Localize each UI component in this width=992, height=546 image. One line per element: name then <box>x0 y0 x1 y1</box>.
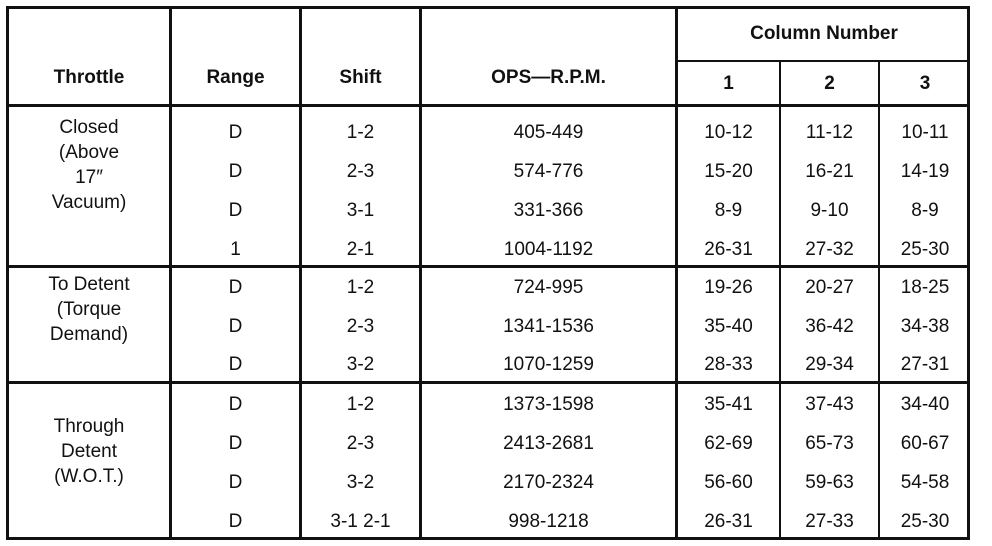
header-column-number: Column Number <box>750 23 898 44</box>
cell-shift: 3-2 <box>346 472 375 493</box>
cell-shift: 1-2 <box>346 122 375 143</box>
throttle-label-closed <box>9 115 169 215</box>
cell-col-1: 15-20 <box>704 161 753 182</box>
cell-col-2: 20-27 <box>805 277 854 298</box>
divider <box>9 104 967 107</box>
cell-range: D <box>228 161 243 182</box>
header-shift: Shift <box>339 67 382 88</box>
cell-ops-rpm: 2170-2324 <box>503 472 594 493</box>
header-ops-rpm: OPS—R.P.M. <box>491 67 606 88</box>
throttle-line: (Above <box>58 142 120 163</box>
cell-col-3: 54-58 <box>900 472 950 493</box>
cell-shift: 1-2 <box>346 277 375 298</box>
cell-col-2: 11-12 <box>805 122 854 143</box>
cell-col-2: 27-32 <box>805 239 854 260</box>
divider <box>9 265 967 268</box>
cell-range: D <box>228 122 243 143</box>
cell-col-3: 60-67 <box>900 433 950 454</box>
cell-range: D <box>228 472 243 493</box>
cell-col-1: 10-12 <box>704 122 753 143</box>
cell-col-2: 27-33 <box>805 511 854 532</box>
throttle-line: Closed <box>59 117 119 138</box>
throttle-line: Through <box>53 416 125 437</box>
cell-range: D <box>228 277 243 298</box>
throttle-line: Vacuum) <box>51 192 127 213</box>
cell-ops-rpm: 405-449 <box>513 122 584 143</box>
cell-shift: 2-3 <box>346 433 375 454</box>
throttle-line: (Torque <box>56 299 122 320</box>
cell-shift: 3-1 <box>346 200 375 221</box>
cell-col-1: 19-26 <box>704 277 753 298</box>
cell-col-3: 25-30 <box>900 239 950 260</box>
cell-col-1: 35-41 <box>704 394 753 415</box>
cell-col-2: 29-34 <box>805 354 854 375</box>
cell-range: D <box>228 394 243 415</box>
divider <box>675 60 967 62</box>
throttle-line: 17″ <box>75 167 103 188</box>
cell-ops-rpm: 1341-1536 <box>503 316 594 337</box>
cell-col-1: 8-9 <box>714 200 743 221</box>
throttle-label-through-detent <box>9 414 169 489</box>
cell-range: D <box>228 354 243 375</box>
header-col-1: 1 <box>723 73 734 94</box>
cell-ops-rpm: 1004-1192 <box>503 239 594 260</box>
cell-col-1: 62-69 <box>704 433 753 454</box>
cell-shift: 1-2 <box>346 394 375 415</box>
cell-col-1: 26-31 <box>704 239 753 260</box>
cell-col-3: 34-40 <box>900 394 950 415</box>
throttle-line: (W.O.T.) <box>54 466 124 487</box>
cell-col-3: 10-11 <box>901 122 949 143</box>
cell-col-3: 27-31 <box>900 354 950 375</box>
cell-col-2: 37-43 <box>805 394 854 415</box>
cell-col-3: 18-25 <box>900 277 950 298</box>
divider <box>9 381 967 384</box>
throttle-line: Demand) <box>49 324 129 345</box>
throttle-label-to-detent <box>9 272 169 347</box>
cell-col-2: 9-10 <box>810 200 849 221</box>
cell-ops-rpm: 574-776 <box>513 161 584 182</box>
cell-col-1: 56-60 <box>704 472 753 493</box>
throttle-line: To Detent <box>48 274 130 295</box>
cell-ops-rpm: 331-366 <box>513 200 584 221</box>
cell-col-3: 8-9 <box>911 200 939 221</box>
cell-range: D <box>228 200 243 221</box>
cell-range: D <box>228 433 243 454</box>
cell-shift: 3-1 2-1 <box>330 511 391 532</box>
cell-shift: 3-2 <box>346 354 375 375</box>
cell-col-3: 25-30 <box>900 511 950 532</box>
cell-range: D <box>228 511 243 532</box>
cell-ops-rpm: 1070-1259 <box>503 354 594 375</box>
cell-col-2: 65-73 <box>805 433 854 454</box>
cell-col-1: 26-31 <box>704 511 753 532</box>
cell-col-2: 59-63 <box>805 472 854 493</box>
header-range: Range <box>206 67 265 88</box>
throttle-line: Detent <box>61 441 117 462</box>
header-col-2: 2 <box>824 73 835 94</box>
header-throttle: Throttle <box>53 67 125 88</box>
cell-col-1: 28-33 <box>704 354 753 375</box>
cell-shift: 2-1 <box>346 239 375 260</box>
cell-col-1: 35-40 <box>704 316 753 337</box>
shift-table <box>6 6 970 540</box>
cell-col-3: 34-38 <box>900 316 950 337</box>
cell-ops-rpm: 1373-1598 <box>503 394 594 415</box>
cell-shift: 2-3 <box>346 316 375 337</box>
cell-ops-rpm: 724-995 <box>513 277 584 298</box>
cell-range: D <box>228 316 243 337</box>
cell-col-3: 14-19 <box>900 161 950 182</box>
cell-ops-rpm: 2413-2681 <box>503 433 594 454</box>
cell-col-2: 36-42 <box>805 316 854 337</box>
cell-range: 1 <box>230 239 241 260</box>
cell-shift: 2-3 <box>346 161 375 182</box>
cell-col-2: 16-21 <box>805 161 854 182</box>
header-col-3: 3 <box>919 73 931 94</box>
cell-ops-rpm: 998-1218 <box>508 511 589 532</box>
